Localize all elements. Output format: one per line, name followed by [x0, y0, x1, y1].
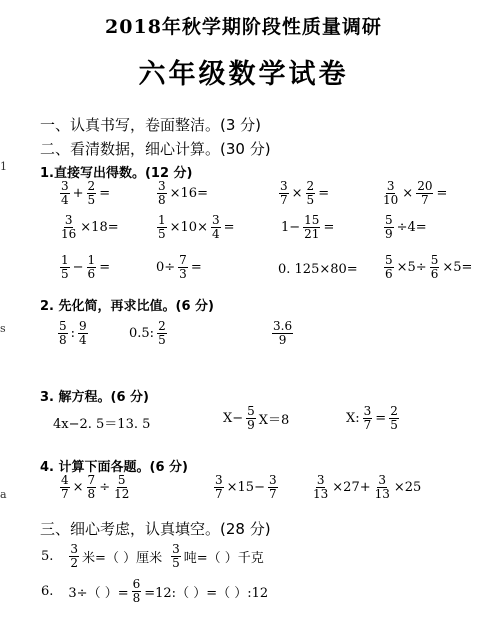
q3-item-c: X: $\frac{3}{7}$ = $\frac{2}{5}$: [346, 404, 398, 432]
q1-item-c3: 0. 125×80=: [278, 262, 358, 277]
q1-item-a3: $\frac{3}{7}$ × $\frac{2}{5}$ =: [280, 179, 330, 207]
q6-item: 6. 3÷（ ）= $\frac{6}{8}$ =12:（ ）=（ ）:12: [41, 577, 269, 605]
q1-item-b3: 1− $\frac{15}{21}$ =: [281, 213, 335, 241]
q1-item-a4: $\frac{3}{10}$ × $\frac{20}{7}$ =: [383, 179, 448, 207]
section-2-heading: 二、看清数据，细心计算。(30 分): [40, 140, 271, 158]
q1-item-c1: $\frac{1}{5}$ − $\frac{1}{6}$ =: [61, 253, 111, 281]
exam-title: 2018年秋学期阶段性质量调研: [105, 16, 382, 38]
margin-mark: s: [0, 322, 6, 335]
q3-item-b: X− $\frac{5}{9}$ X＝8: [223, 404, 290, 432]
q3-item-a: 4x−2. 5＝13. 5: [53, 417, 151, 432]
q2-item-b: 0.5: $\frac{2}{5}$: [129, 319, 166, 347]
section-3-heading: 三、细心考虑，认真填空。(28 分): [40, 520, 271, 538]
q2-item-c: $\frac{3.6}{9}$: [273, 319, 293, 347]
q1-item-b1: $\frac{3}{16}$ ×18=: [61, 213, 119, 241]
q1-item-a2: $\frac{3}{8}$ ×16=: [158, 179, 208, 207]
q1-item-c4: $\frac{5}{6}$ ×5÷ $\frac{5}{6}$ ×5=: [385, 253, 473, 281]
q4-item-a: $\frac{4}{7}$ × $\frac{7}{8}$ ÷ $\frac{5}{12}$: [61, 473, 130, 501]
exam-subtitle: 六年级数学试卷: [138, 59, 349, 90]
q2-heading: 2. 先化简，再求比值。(6 分): [40, 299, 214, 314]
margin-mark: a: [0, 488, 7, 501]
q4-item-c: $\frac{3}{13}$ ×27+ $\frac{3}{13}$ ×25: [313, 473, 422, 501]
q1-item-c2: 0÷ $\frac{7}{3}$ =: [156, 253, 202, 281]
q4-heading: 4. 计算下面各题。(6 分): [40, 460, 188, 475]
q1-item-b2: $\frac{1}{5}$ ×10× $\frac{3}{4}$ =: [158, 213, 235, 241]
q1-heading: 1.直接写出得数。(12 分): [40, 166, 193, 181]
q3-heading: 3. 解方程。(6 分): [40, 390, 149, 405]
section-1-heading: 一、认真书写，卷面整洁。(3 分): [40, 116, 262, 134]
q5-item: 5. $\frac{3}{2}$ 米=（ ）厘米 $\frac{3}{5}$ 吨=（ ）千克: [41, 542, 264, 570]
margin-mark: 1: [0, 160, 7, 173]
q2-item-a: $\frac{5}{8}$ : $\frac{9}{4}$: [59, 319, 87, 347]
q4-item-b: $\frac{3}{7}$ ×15− $\frac{3}{7}$: [215, 473, 277, 501]
q1-item-a1: $\frac{3}{4}$ + $\frac{2}{5}$ =: [61, 179, 111, 207]
q1-item-b4: $\frac{5}{9}$ ÷4=: [385, 213, 427, 241]
